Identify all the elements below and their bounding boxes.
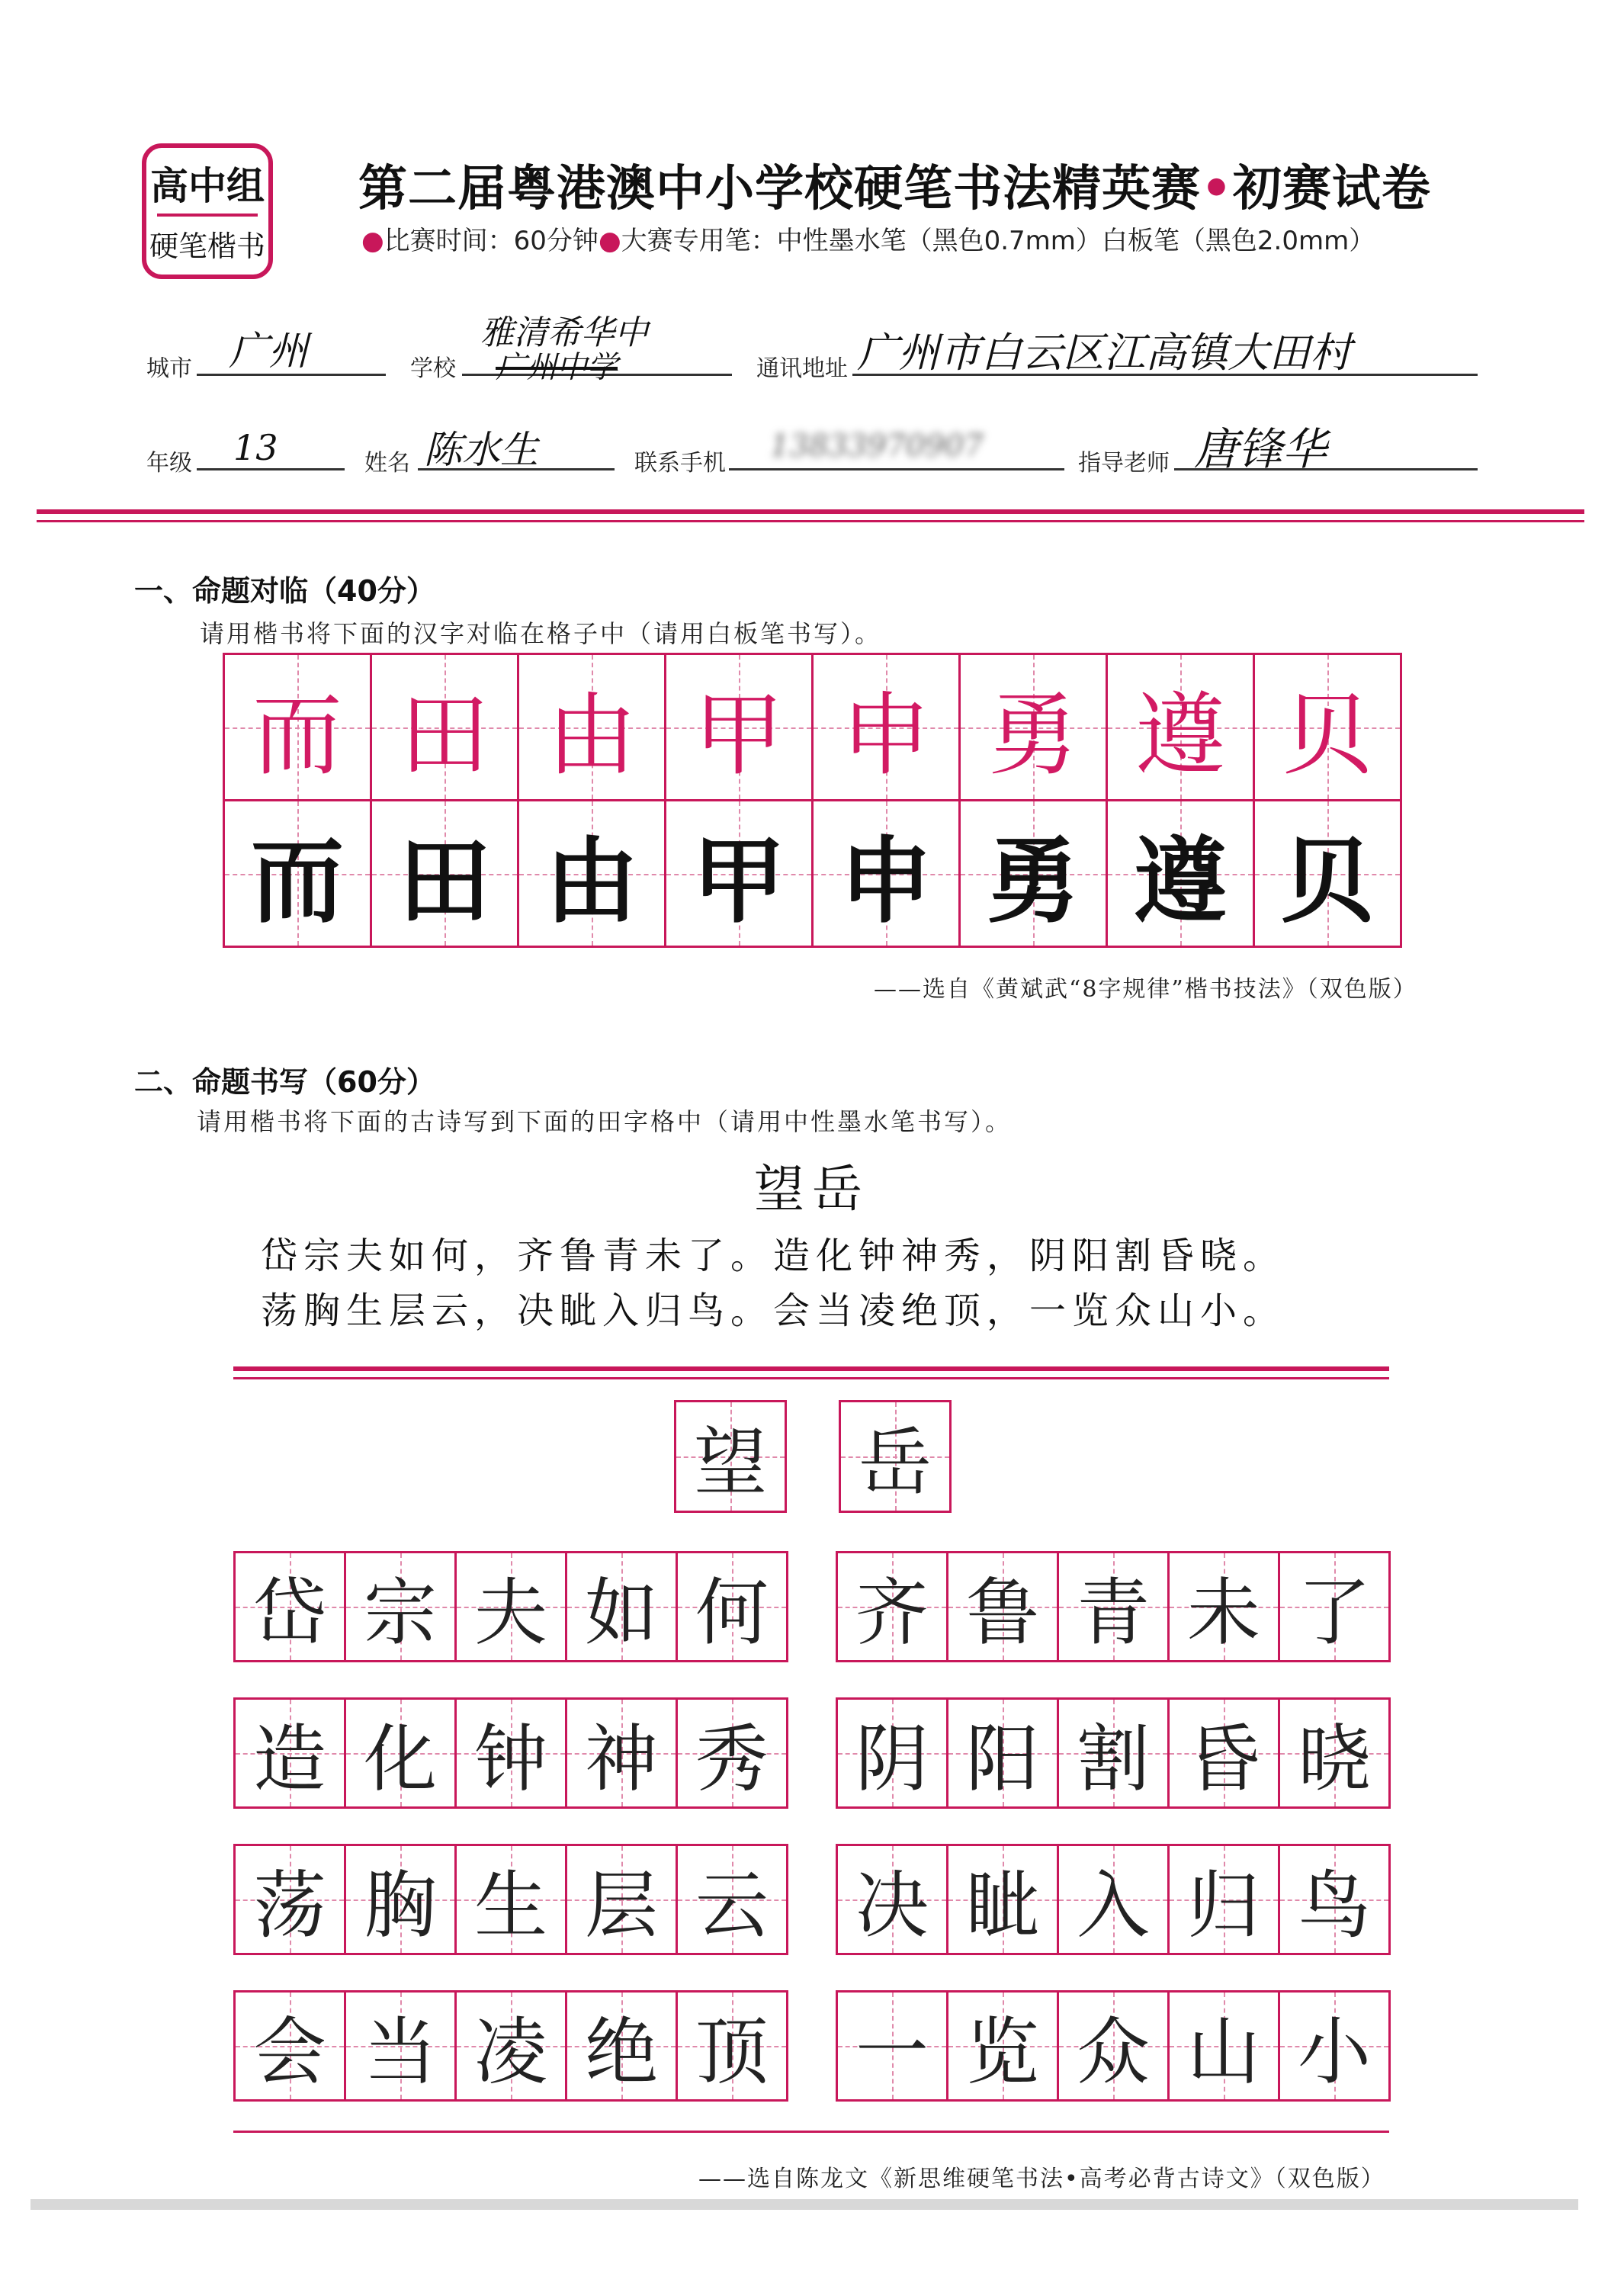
- grid-char: 贝: [1282, 682, 1372, 788]
- school-label: 学校: [410, 355, 456, 382]
- poem-char-cell[interactable]: [1167, 1844, 1280, 1955]
- poem-line-2: 荡胸生层云，决眦入归鸟。会当凌绝顶，一览众山小。: [261, 1289, 1286, 1332]
- badge-bottom: 硬笔楷书: [149, 230, 265, 263]
- grid-char: 田: [399, 682, 489, 788]
- grid-char: 宗: [364, 1569, 437, 1655]
- model-char-cell[interactable]: [664, 653, 814, 801]
- grid-char: 决: [855, 1862, 929, 1948]
- poem-char-cell[interactable]: [836, 1697, 948, 1809]
- grid-char: 遵: [1135, 682, 1225, 788]
- grid-char: 田: [398, 826, 491, 936]
- poem-char-cell[interactable]: [565, 1697, 678, 1809]
- written-char-cell[interactable]: [811, 799, 961, 948]
- grid-char: 申: [839, 826, 932, 936]
- grid-char: 如: [585, 1569, 658, 1655]
- written-char-cell[interactable]: [517, 799, 666, 948]
- model-char-cell[interactable]: [370, 653, 519, 801]
- poem-char-cell[interactable]: [1167, 1551, 1280, 1662]
- title-dot: •: [1201, 161, 1233, 217]
- grid-char: 小: [1298, 2009, 1371, 2095]
- grid-char: 眦: [966, 1862, 1039, 1948]
- grid-char: 齐: [855, 1569, 929, 1655]
- teacher-label: 指导老师: [1078, 450, 1170, 477]
- grid-char: 览: [966, 2009, 1039, 2095]
- written-char-cell[interactable]: [370, 799, 519, 948]
- grid-char: 会: [253, 2009, 326, 2095]
- poem-char-cell[interactable]: [1057, 1844, 1170, 1955]
- section2-heading: 二、命题书写（60分）: [134, 1065, 435, 1099]
- grid-char: 鸟: [1298, 1862, 1371, 1948]
- teacher-value[interactable]: 唐锋华: [1194, 423, 1327, 475]
- grid-char: 未: [1187, 1569, 1260, 1655]
- header-divider-thin: [37, 520, 1584, 522]
- grid-char: 甲: [692, 826, 785, 936]
- grid-char: 由: [546, 682, 637, 788]
- poem-char-cell[interactable]: [676, 1844, 788, 1955]
- grid-char: 生: [474, 1862, 547, 1948]
- grid-char: 神: [585, 1716, 658, 1802]
- poem-char-cell[interactable]: [676, 1551, 788, 1662]
- address-label: 通讯地址: [756, 355, 848, 382]
- grid-char: 化: [364, 1716, 437, 1802]
- address-value[interactable]: 广州市白云区江高镇大田村: [857, 329, 1351, 377]
- poem-char-cell[interactable]: [565, 1990, 678, 2102]
- poem-char-cell[interactable]: [1278, 1697, 1391, 1809]
- grid-char: 荡: [253, 1862, 326, 1948]
- written-char-cell[interactable]: [223, 799, 372, 948]
- grid-char: 当: [364, 2009, 437, 2095]
- contest-time: 比赛时间：60分钟: [384, 226, 599, 256]
- model-char-cell[interactable]: [517, 653, 666, 801]
- written-title-cell[interactable]: [674, 1400, 787, 1513]
- grid-char: 甲: [693, 682, 784, 788]
- poem-char-cell[interactable]: [946, 1844, 1059, 1955]
- page-subtitle: [361, 220, 1375, 257]
- name-value[interactable]: 陈水生: [424, 428, 538, 472]
- name-label: 姓名: [364, 450, 410, 477]
- city-value[interactable]: 广州: [229, 329, 309, 374]
- model-char-cell[interactable]: [958, 653, 1108, 801]
- poem-char-cell[interactable]: [836, 1990, 948, 2102]
- poem-divider-thin: [233, 1377, 1389, 1379]
- grid-char: 胸: [364, 1862, 437, 1948]
- grid-char: 造: [253, 1716, 326, 1802]
- school-value-2[interactable]: 广州中学: [496, 350, 618, 385]
- grid-char: 望: [694, 1419, 767, 1505]
- grade-line: [197, 468, 345, 470]
- section1-heading: 一、命题对临（40分）: [134, 574, 435, 608]
- poem-title: 望岳: [754, 1160, 870, 1219]
- grid-char: 层: [585, 1862, 658, 1948]
- model-char-cell[interactable]: [1106, 653, 1255, 801]
- grid-char: 而: [252, 682, 342, 788]
- poem-char-cell[interactable]: [1167, 1990, 1280, 2102]
- poem-char-cell[interactable]: [836, 1844, 948, 1955]
- grid-char: 秀: [695, 1716, 769, 1802]
- grid-char: 一: [855, 2009, 929, 2095]
- written-title-cell[interactable]: [839, 1400, 952, 1513]
- grid-char: 昏: [1187, 1716, 1260, 1802]
- contest-pen: 大赛专用笔：中性墨水笔（黑色0.7mm）白板笔（黑色2.0mm）: [621, 226, 1375, 256]
- poem-char-cell[interactable]: [946, 1990, 1059, 2102]
- grid-char: 而: [251, 826, 344, 936]
- poem-char-cell[interactable]: [454, 1990, 567, 2102]
- grade-label: 年级: [146, 450, 192, 477]
- poem-char-cell[interactable]: [344, 1551, 457, 1662]
- grid-char: 夫: [474, 1569, 547, 1655]
- poem-char-cell[interactable]: [344, 1844, 457, 1955]
- badge-divider: [157, 214, 258, 217]
- grid-char: 钟: [474, 1716, 547, 1802]
- poem-char-cell[interactable]: [1278, 1990, 1391, 2102]
- grid-char: 归: [1187, 1862, 1260, 1948]
- written-char-cell[interactable]: [1106, 799, 1255, 948]
- poem-char-cell[interactable]: [1057, 1551, 1170, 1662]
- grid-char: 贝: [1281, 826, 1374, 936]
- grid-char: 鲁: [966, 1569, 1039, 1655]
- poem-char-cell[interactable]: [565, 1551, 678, 1662]
- school-value-1[interactable]: 雅清希华中: [480, 313, 648, 352]
- bottom-divider: [233, 2131, 1389, 2133]
- poem-char-cell[interactable]: [836, 1551, 948, 1662]
- subtitle-dot-2: ●: [598, 226, 621, 256]
- header-divider-thick: [37, 509, 1584, 514]
- title-sub: 初赛试卷: [1232, 161, 1431, 217]
- poem-char-cell[interactable]: [946, 1697, 1059, 1809]
- poem-line-1: 岱宗夫如何，齐鲁青未了。造化钟神秀，阴阳割昏晓。: [261, 1235, 1286, 1277]
- city-label: 城市: [146, 355, 192, 382]
- grid-char: 割: [1077, 1716, 1150, 1802]
- grid-char: 岳: [859, 1419, 932, 1505]
- phone-label: 联系手机: [634, 450, 726, 477]
- grid-char: 云: [695, 1862, 769, 1948]
- grid-char: 山: [1187, 2009, 1260, 2095]
- grid-char: 阴: [855, 1716, 929, 1802]
- written-char-cell[interactable]: [664, 799, 814, 948]
- model-char-cell[interactable]: [811, 653, 961, 801]
- poem-char-cell[interactable]: [1278, 1844, 1391, 1955]
- title-main: 第二届粤港澳中小学校硬笔书法精英赛: [358, 161, 1201, 217]
- poem-char-cell[interactable]: [1057, 1697, 1170, 1809]
- poem-char-cell[interactable]: [344, 1990, 457, 2102]
- subtitle-dot-1: ●: [361, 226, 384, 256]
- grid-char: 顶: [695, 2009, 769, 2095]
- page-title: [358, 149, 1431, 220]
- grid-char: 岱: [253, 1569, 326, 1655]
- poem-char-cell[interactable]: [454, 1551, 567, 1662]
- written-char-cell[interactable]: [958, 799, 1108, 948]
- poem-char-cell[interactable]: [676, 1990, 788, 2102]
- grid-char: 由: [545, 826, 638, 936]
- poem-char-cell[interactable]: [344, 1697, 457, 1809]
- grid-char: 申: [840, 682, 931, 788]
- grid-char: 勇: [987, 682, 1078, 788]
- poem-char-cell[interactable]: [565, 1844, 678, 1955]
- grid-char: 遵: [1134, 826, 1227, 936]
- bottom-bar: [30, 2199, 1578, 2210]
- poem-char-cell[interactable]: [1278, 1551, 1391, 1662]
- phone-line: [729, 468, 1064, 470]
- section1-instruction: 请用楷书将下面的汉字对临在格子中（请用白板笔书写）。: [200, 619, 882, 648]
- poem-char-cell[interactable]: [233, 1844, 346, 1955]
- grid-char: 入: [1077, 1862, 1150, 1948]
- poem-char-cell[interactable]: [454, 1697, 567, 1809]
- poem-char-cell[interactable]: [946, 1551, 1059, 1662]
- poem-char-cell[interactable]: [1057, 1990, 1170, 2102]
- poem-divider-thick: [233, 1366, 1389, 1371]
- model-char-cell[interactable]: [1253, 653, 1402, 801]
- grade-value[interactable]: 13: [233, 427, 278, 468]
- grid-char: 阳: [966, 1716, 1039, 1802]
- poem-char-cell[interactable]: [1167, 1697, 1280, 1809]
- model-char-cell[interactable]: [223, 653, 372, 801]
- grid-char: 勇: [987, 826, 1080, 936]
- grid-char: 晓: [1298, 1716, 1371, 1802]
- poem-char-cell[interactable]: [454, 1844, 567, 1955]
- written-char-cell[interactable]: [1253, 799, 1402, 948]
- group-badge: [142, 143, 273, 279]
- poem-char-cell[interactable]: [233, 1990, 346, 2102]
- phone-value[interactable]: 13833970907: [770, 429, 984, 464]
- poem-char-cell[interactable]: [233, 1697, 346, 1809]
- grid-char: 凌: [474, 2009, 547, 2095]
- section2-source: ——选自陈龙文《新思维硬笔书法•高考必背古诗文》（双色版）: [698, 2166, 1385, 2192]
- badge-top: 高中组: [150, 164, 265, 208]
- poem-char-cell[interactable]: [676, 1697, 788, 1809]
- grid-char: 众: [1077, 2009, 1150, 2095]
- grid-char: 何: [695, 1569, 769, 1655]
- section1-source: ——选自《黄斌武“8字规律”楷书技法》（双色版）: [874, 976, 1417, 1003]
- grid-char: 青: [1077, 1569, 1150, 1655]
- grid-char: 绝: [585, 2009, 658, 2095]
- poem-char-cell[interactable]: [233, 1551, 346, 1662]
- grid-char: 了: [1298, 1569, 1371, 1655]
- section2-instruction: 请用楷书将下面的古诗写到下面的田字格中（请用中性墨水笔书写）。: [197, 1107, 1013, 1136]
